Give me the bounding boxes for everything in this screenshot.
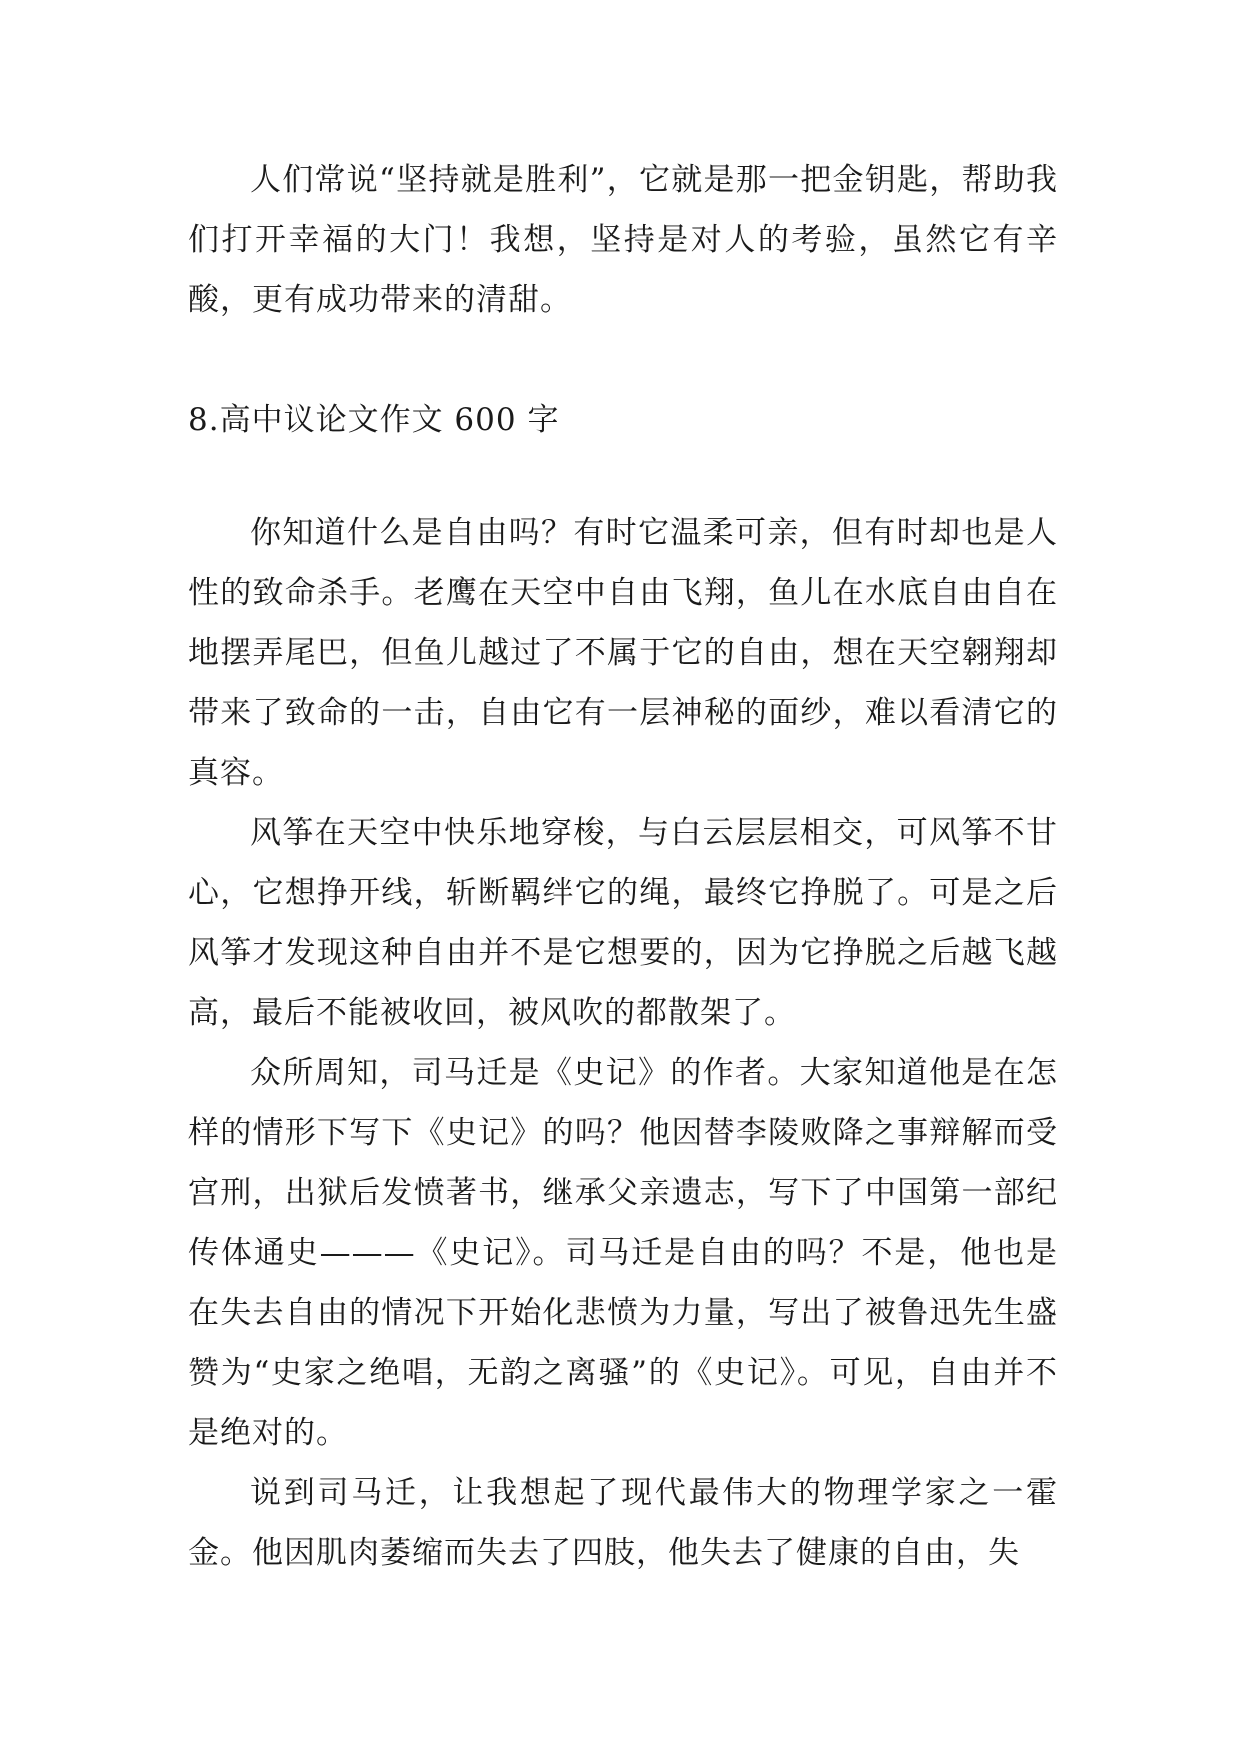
paragraph: 你知道什么是自由吗？有时它温柔可亲，但有时却也是人性的致命杀手。老鹰在天空中自由飞翔，鱼儿在水底自由自在地摆弄尾巴，但鱼儿越过了不属于它的自由，想在天空翱翔却带来了致命的一击，自由它有一层神秘的面纱，难以看清它的真容。 [188, 515, 1058, 791]
paragraph: 人们常说“坚持就是胜利”，它就是那一把金钥匙，帮助我们打开幸福的大门！我想，坚持是对人的考验，虽然它有辛酸，更有成功带来的清甜。 [188, 162, 1058, 318]
paragraph: 说到司马迁，让我想起了现代最伟大的物理学家之一霍金。他因肌肉萎缩而失去了四肢，他失去了健康的自由，失 [188, 1475, 1058, 1571]
section-heading-block [188, 390, 1058, 450]
essay-body [188, 503, 1058, 1583]
paragraph: 风筝在天空中快乐地穿梭，与白云层层相交，可风筝不甘心，它想挣开线，斩断羁绊它的绳，最终它挣脱了。可是之后风筝才发现这种自由并不是它想要的，因为它挣脱之后越飞越高，最后不能被收回，被风吹的都散架了。 [188, 815, 1058, 1031]
paragraph: 众所周知，司马迁是《史记》的作者。大家知道他是在怎样的情形下写下《史记》的吗？他因替李陵败降之事辩解而受宫刑，出狱后发愤著书，继承父亲遗志，写下了中国第一部纪传体通史———《史记》。司马迁是自由的吗？不是，他也是在失去自由的情况下开始化悲愤为力量，写出了被鲁迅先生盛赞为“史家之绝唱，无韵之离骚”的《史记》。可见，自由并不是绝对的。 [188, 1055, 1058, 1451]
section-heading: 8.高中议论文作文 600 字 [188, 402, 560, 438]
previous-essay-ending [188, 150, 1058, 330]
